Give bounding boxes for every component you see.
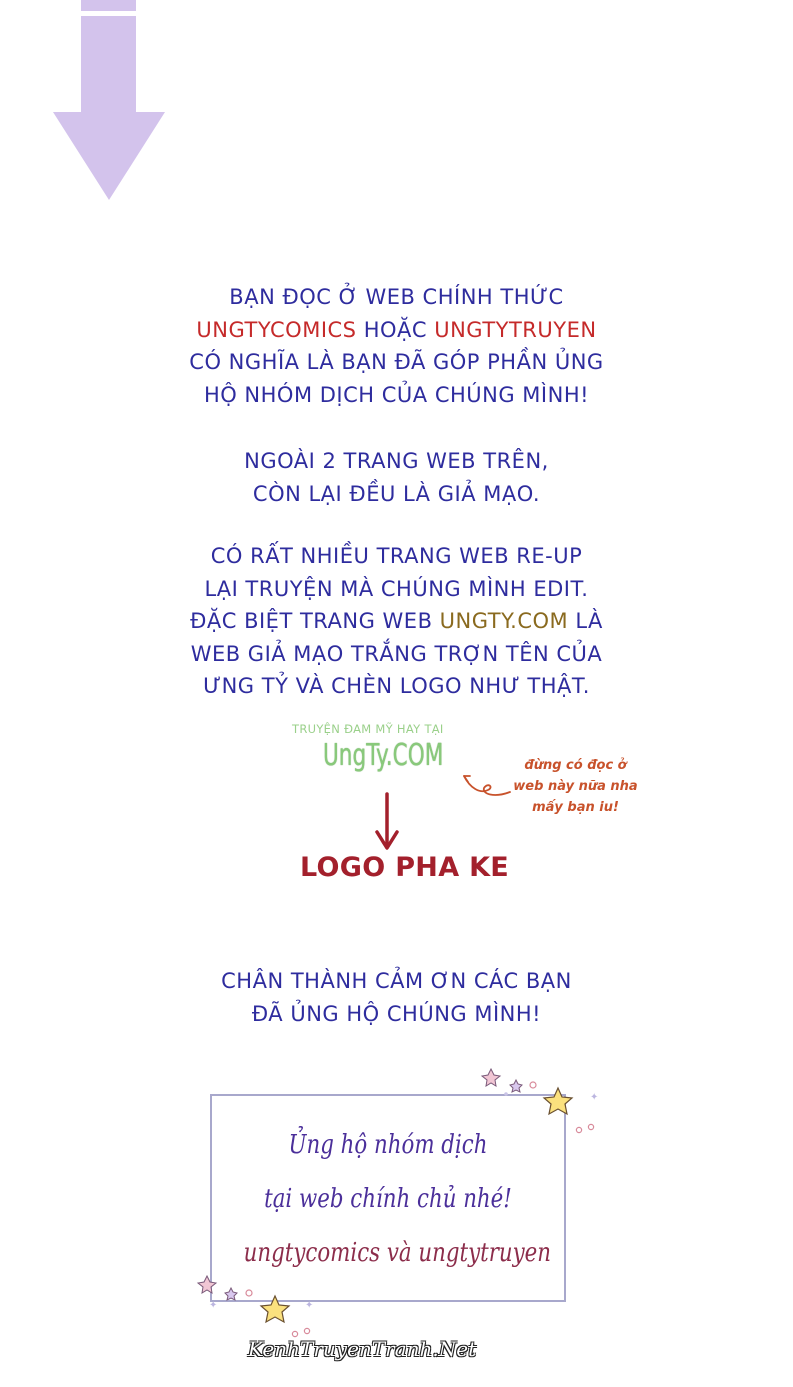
arrow-shaft-top [81, 0, 136, 11]
notice-line: HỘ NHÓM DỊCH CỦA CHÚNG MÌNH! [203, 382, 590, 407]
card-line: tại web chính chủ nhé! [264, 1184, 512, 1214]
notice-line: CHÂN THÀNH CẢM ƠN CÁC BẠN [221, 969, 572, 993]
arrow-shaft [81, 16, 136, 114]
note-line: mấy bạn iu! [532, 800, 619, 815]
fake-logo-label: LOGO PHA KE [300, 852, 510, 883]
card-line-sites: ungtycomics và ungtytruyen [243, 1238, 552, 1268]
note-line: đừng có đọc ở [524, 758, 627, 773]
notice-connector: HOẶC [356, 317, 435, 342]
star-icon [478, 1066, 603, 1136]
notice-text: ĐẶC BIỆT TRANG WEB [190, 609, 440, 633]
notice-paragraph-3 [0, 540, 793, 703]
card-line: Ủng hộ nhóm dịch [288, 1130, 488, 1160]
notice-line: ƯNG TỶ VÀ CHÈN LOGO NHƯ THẬT. [203, 674, 590, 698]
arrow-head [53, 112, 165, 200]
notice-line: LẠI TRUYỆN MÀ CHÚNG MÌNH EDIT. [204, 576, 589, 601]
svg-text:✦: ✦ [305, 1300, 314, 1311]
notice-paragraph-2 [0, 445, 793, 510]
red-down-arrow-icon [374, 792, 400, 852]
notice-line: WEB GIẢ MẠO TRẮNG TRỢN TÊN CỦA [190, 641, 603, 666]
notice-line [0, 314, 793, 347]
notice-line: CÒN LẠI ĐỀU LÀ GIẢ MẠO. [252, 481, 541, 506]
svg-text:✦: ✦ [590, 1092, 599, 1103]
curly-arrow-icon [460, 770, 512, 802]
notice-line [0, 605, 793, 638]
notice-line: CÓ NGHĨA LÀ BẠN ĐÃ GÓP PHẦN ỦNG [189, 350, 604, 374]
notice-paragraph-4 [0, 965, 793, 1030]
notice-line: ĐÃ ỦNG HỘ CHÚNG MÌNH! [251, 1001, 542, 1026]
fake-site-name: UNGTY.COM [439, 609, 569, 633]
star-icon [195, 1272, 325, 1342]
warning-note [508, 755, 643, 818]
notice-line: NGOÀI 2 TRANG WEB TRÊN, [244, 449, 549, 473]
svg-text:✦: ✦ [209, 1300, 218, 1311]
notice-line: BẠN ĐỌC Ở WEB CHÍNH THỨC [229, 285, 564, 309]
site-name-ungtytruyen: UNGTYTRUYEN [434, 317, 597, 342]
support-card-text [212, 1118, 564, 1280]
notice-paragraph-1 [0, 281, 793, 411]
site-name-ungtycomics: UNGTYCOMICS [196, 317, 357, 342]
note-line: web này nữa nha [513, 779, 638, 794]
site-watermark: KenhTruyenTranh.Net [248, 1337, 477, 1361]
fake-watermark-caption: TRUYỆN ĐAM MỸ HAY TẠI [292, 722, 444, 736]
fake-watermark-logo: UngTy.COM [323, 738, 444, 773]
notice-text: LÀ [568, 609, 603, 633]
notice-line: CÓ RẤT NHIỀU TRANG WEB RE-UP [210, 544, 583, 568]
